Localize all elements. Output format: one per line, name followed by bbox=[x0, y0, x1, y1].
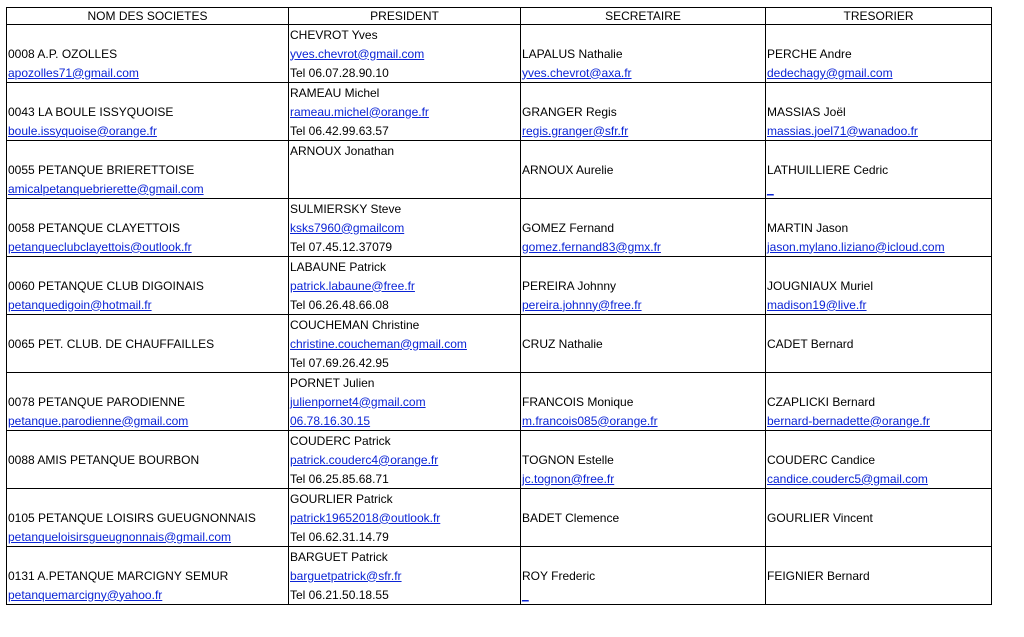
tresorier-cell bbox=[766, 508, 992, 527]
tresorier-cell bbox=[766, 392, 992, 411]
president-name: RAMEAU Michel bbox=[290, 85, 380, 100]
societe-cell bbox=[7, 121, 289, 141]
header-president: PRESIDENT bbox=[289, 8, 521, 25]
societe-name: 0088 AMIS PETANQUE BOURBON bbox=[8, 452, 200, 467]
tresorier-cell bbox=[766, 160, 992, 179]
secretaire-cell bbox=[521, 141, 766, 161]
tresorier-cell bbox=[766, 179, 992, 199]
societe-name: 0131 A.PETANQUE MARCIGNY SEMUR bbox=[8, 568, 229, 583]
table-row bbox=[7, 315, 992, 335]
president-tel: Tel 07.69.26.42.95 bbox=[290, 355, 389, 370]
president-cell bbox=[289, 469, 521, 489]
table-row bbox=[7, 585, 992, 605]
table-row bbox=[7, 257, 992, 277]
societe-cell bbox=[7, 353, 289, 373]
table-row bbox=[7, 218, 992, 237]
tresorier-email[interactable]: candice.couderc5@gmail.com bbox=[767, 471, 928, 486]
table-row bbox=[7, 373, 992, 393]
secretaire-cell bbox=[521, 547, 766, 567]
president-name: SULMIERSKY Steve bbox=[290, 201, 402, 216]
president-cell bbox=[289, 179, 521, 199]
header-row bbox=[7, 8, 992, 25]
president-cell bbox=[289, 295, 521, 315]
table-row bbox=[7, 411, 992, 431]
societe-email[interactable]: amicalpetanquebrierette@gmail.com bbox=[8, 181, 204, 196]
tresorier-cell bbox=[766, 547, 992, 567]
secretaire-cell bbox=[521, 527, 766, 547]
secretaire-cell bbox=[521, 199, 766, 219]
header-secretaire: SECRETAIRE bbox=[521, 8, 766, 25]
president-cell bbox=[289, 83, 521, 103]
president-tel: Tel 06.21.50.18.55 bbox=[290, 587, 389, 602]
president-cell bbox=[289, 585, 521, 605]
table-row bbox=[7, 83, 992, 103]
societe-cell bbox=[7, 431, 289, 451]
tresorier-name: CADET Bernard bbox=[767, 336, 854, 351]
secretaire-cell bbox=[521, 295, 766, 315]
societe-cell bbox=[7, 547, 289, 567]
president-cell bbox=[289, 489, 521, 509]
secretaire-cell bbox=[521, 102, 766, 121]
societe-cell bbox=[7, 102, 289, 121]
secretaire-email[interactable]: jc.tognon@free.fr bbox=[522, 471, 615, 486]
president-tel: Tel 06.07.28.90.10 bbox=[290, 65, 389, 80]
tresorier-email[interactable]: jason.mylano.liziano@icloud.com bbox=[767, 239, 945, 254]
secretaire-cell bbox=[521, 160, 766, 179]
secretaire-cell bbox=[521, 237, 766, 257]
tresorier-email[interactable]: _ bbox=[767, 181, 774, 196]
societe-cell bbox=[7, 566, 289, 585]
societe-name: 0105 PETANQUE LOISIRS GUEUGNONNAIS bbox=[8, 510, 256, 525]
table-row bbox=[7, 566, 992, 585]
tresorier-cell bbox=[766, 295, 992, 315]
secretaire-name: GRANGER Regis bbox=[522, 104, 617, 119]
table-row bbox=[7, 121, 992, 141]
president-tel: Tel 06.42.99.63.57 bbox=[290, 123, 389, 138]
table-row bbox=[7, 353, 992, 373]
tresorier-cell bbox=[766, 257, 992, 277]
societe-name: 0055 PETANQUE BRIERETTOISE bbox=[8, 162, 195, 177]
president-cell bbox=[289, 25, 521, 45]
president-cell bbox=[289, 199, 521, 219]
president-name: ARNOUX Jonathan bbox=[290, 143, 395, 158]
table-row bbox=[7, 450, 992, 469]
societe-cell bbox=[7, 25, 289, 45]
secretaire-email[interactable]: yves.chevrot@axa.fr bbox=[522, 65, 632, 80]
president-cell bbox=[289, 102, 521, 121]
president-cell bbox=[289, 44, 521, 63]
societe-name: 0058 PETANQUE CLAYETTOIS bbox=[8, 220, 181, 235]
tresorier-name: FEIGNIER Bernard bbox=[767, 568, 870, 583]
president-email[interactable]: julienpornet4@gmail.com bbox=[290, 394, 426, 409]
president-tel: Tel 06.25.85.68.71 bbox=[290, 471, 389, 486]
societe-cell bbox=[7, 276, 289, 295]
secretaire-cell bbox=[521, 469, 766, 489]
tresorier-name: CZAPLICKI Bernard bbox=[767, 394, 876, 409]
societe-name: 0078 PETANQUE PARODIENNE bbox=[8, 394, 185, 409]
table-row bbox=[7, 469, 992, 489]
secretaire-cell bbox=[521, 83, 766, 103]
president-cell bbox=[289, 566, 521, 585]
president-tel: Tel 06.62.31.14.79 bbox=[290, 529, 389, 544]
table-row bbox=[7, 508, 992, 527]
tresorier-cell bbox=[766, 353, 992, 373]
president-name: PORNET Julien bbox=[290, 375, 375, 390]
president-cell bbox=[289, 315, 521, 335]
president-name: COUDERC Patrick bbox=[290, 433, 391, 448]
societe-email[interactable]: apozolles71@gmail.com bbox=[8, 65, 139, 80]
secretaire-name: FRANCOIS Monique bbox=[522, 394, 634, 409]
societe-cell bbox=[7, 411, 289, 431]
president-email[interactable]: barguetpatrick@sfr.fr bbox=[290, 568, 402, 583]
president-email[interactable]: patrick.labaune@free.fr bbox=[290, 278, 415, 293]
president-cell bbox=[289, 141, 521, 161]
societe-email[interactable]: petanquedigoin@hotmail.fr bbox=[8, 297, 152, 312]
tresorier-cell bbox=[766, 585, 992, 605]
header-tresorier: TRESORIER bbox=[766, 8, 992, 25]
tresorier-cell bbox=[766, 218, 992, 237]
president-email[interactable]: rameau.michel@orange.fr bbox=[290, 104, 429, 119]
tresorier-name: LATHUILLIERE Cedric bbox=[767, 162, 889, 177]
president-cell bbox=[289, 218, 521, 237]
societe-name: 0008 A.P. OZOLLES bbox=[8, 46, 118, 61]
secretaire-cell bbox=[521, 121, 766, 141]
secretaire-email[interactable]: pereira.johnny@free.fr bbox=[522, 297, 642, 312]
table-row bbox=[7, 431, 992, 451]
tresorier-cell bbox=[766, 566, 992, 585]
secretaire-name: ROY Frederic bbox=[522, 568, 596, 583]
societe-cell bbox=[7, 585, 289, 605]
president-name: COUCHEMAN Christine bbox=[290, 317, 420, 332]
secretaire-cell bbox=[521, 276, 766, 295]
secretaire-cell bbox=[521, 585, 766, 605]
tresorier-cell bbox=[766, 431, 992, 451]
table-row bbox=[7, 63, 992, 83]
secretaire-cell bbox=[521, 508, 766, 527]
secretaire-cell bbox=[521, 25, 766, 45]
tresorier-cell bbox=[766, 141, 992, 161]
tresorier-cell bbox=[766, 25, 992, 45]
tresorier-cell bbox=[766, 83, 992, 103]
societe-email[interactable]: petanqueclubclayettois@outlook.fr bbox=[8, 239, 192, 254]
president-cell bbox=[289, 160, 521, 179]
table-row bbox=[7, 25, 992, 45]
societe-cell bbox=[7, 160, 289, 179]
secretaire-cell bbox=[521, 411, 766, 431]
secretaire-name: PEREIRA Johnny bbox=[522, 278, 617, 293]
president-cell bbox=[289, 334, 521, 353]
tresorier-name: MASSIAS Joël bbox=[767, 104, 846, 119]
societe-cell bbox=[7, 392, 289, 411]
president-cell bbox=[289, 411, 521, 431]
tresorier-name: MARTIN Jason bbox=[767, 220, 849, 235]
secretaire-cell bbox=[521, 392, 766, 411]
president-name: LABAUNE Patrick bbox=[290, 259, 387, 274]
president-email[interactable]: ksks7960@gmailcom bbox=[290, 220, 405, 235]
president-cell bbox=[289, 431, 521, 451]
tresorier-cell bbox=[766, 527, 992, 547]
president-name: BARGUET Patrick bbox=[290, 549, 388, 564]
societe-cell bbox=[7, 315, 289, 335]
secretaire-name: ARNOUX Aurelie bbox=[522, 162, 614, 177]
tresorier-cell bbox=[766, 276, 992, 295]
tresorier-cell bbox=[766, 63, 992, 83]
tresorier-email[interactable]: dedechagy@gmail.com bbox=[767, 65, 893, 80]
secretaire-email[interactable]: regis.granger@sfr.fr bbox=[522, 123, 629, 138]
table-row bbox=[7, 295, 992, 315]
tresorier-cell bbox=[766, 489, 992, 509]
president-cell bbox=[289, 257, 521, 277]
president-email[interactable]: patrick.couderc4@orange.fr bbox=[290, 452, 439, 467]
table-row bbox=[7, 179, 992, 199]
tresorier-cell bbox=[766, 411, 992, 431]
president-email[interactable]: christine.coucheman@gmail.com bbox=[290, 336, 467, 351]
table-row bbox=[7, 44, 992, 63]
secretaire-email[interactable]: gomez.fernand83@gmx.fr bbox=[522, 239, 661, 254]
president-cell bbox=[289, 508, 521, 527]
secretaire-email[interactable]: m.francois085@orange.fr bbox=[522, 413, 658, 428]
table-body bbox=[7, 25, 992, 605]
societe-cell bbox=[7, 179, 289, 199]
tresorier-cell bbox=[766, 334, 992, 353]
tresorier-cell bbox=[766, 450, 992, 469]
table-row bbox=[7, 141, 992, 161]
tresorier-cell bbox=[766, 121, 992, 141]
tresorier-cell bbox=[766, 469, 992, 489]
table-row bbox=[7, 392, 992, 411]
societe-cell bbox=[7, 295, 289, 315]
president-name: CHEVROT Yves bbox=[290, 27, 378, 42]
tresorier-cell bbox=[766, 315, 992, 335]
societe-cell bbox=[7, 141, 289, 161]
societe-cell bbox=[7, 373, 289, 393]
societe-cell bbox=[7, 257, 289, 277]
societe-email[interactable]: petanqueloisirsgueugnonnais@gmail.com bbox=[8, 529, 231, 544]
table-row bbox=[7, 547, 992, 567]
president-email[interactable]: patrick19652018@outlook.fr bbox=[290, 510, 441, 525]
table-row bbox=[7, 237, 992, 257]
president-cell bbox=[289, 121, 521, 141]
secretaire-cell bbox=[521, 450, 766, 469]
tresorier-cell bbox=[766, 102, 992, 121]
secretaire-cell bbox=[521, 373, 766, 393]
president-cell bbox=[289, 527, 521, 547]
tresorier-cell bbox=[766, 237, 992, 257]
table-row bbox=[7, 276, 992, 295]
president-name: GOURLIER Patrick bbox=[290, 491, 393, 506]
table-row bbox=[7, 160, 992, 179]
secretaire-cell bbox=[521, 179, 766, 199]
secretaire-name: GOMEZ Fernand bbox=[522, 220, 615, 235]
societe-cell bbox=[7, 218, 289, 237]
societe-cell bbox=[7, 334, 289, 353]
secretaire-name: TOGNON Estelle bbox=[522, 452, 614, 467]
tresorier-email[interactable]: bernard-bernadette@orange.fr bbox=[767, 413, 930, 428]
societe-name: 0043 LA BOULE ISSYQUOISE bbox=[8, 104, 174, 119]
table-row bbox=[7, 199, 992, 219]
secretaire-cell bbox=[521, 44, 766, 63]
president-cell bbox=[289, 63, 521, 83]
president-cell bbox=[289, 373, 521, 393]
secretaire-cell bbox=[521, 63, 766, 83]
table-row bbox=[7, 102, 992, 121]
societes-table bbox=[6, 7, 992, 605]
president-cell bbox=[289, 450, 521, 469]
societe-cell bbox=[7, 508, 289, 527]
societe-name: 0065 PET. CLUB. DE CHAUFFAILLES bbox=[8, 336, 215, 351]
societe-email[interactable]: petanque.parodienne@gmail.com bbox=[8, 413, 189, 428]
president-cell bbox=[289, 353, 521, 373]
tresorier-name: COUDERC Candice bbox=[767, 452, 876, 467]
president-email[interactable]: yves.chevrot@gmail.com bbox=[290, 46, 425, 61]
secretaire-cell bbox=[521, 218, 766, 237]
secretaire-email[interactable]: _ bbox=[522, 587, 529, 602]
tresorier-name: JOUGNIAUX Muriel bbox=[767, 278, 874, 293]
societe-cell bbox=[7, 44, 289, 63]
societe-name: 0060 PETANQUE CLUB DIGOINAIS bbox=[8, 278, 204, 293]
societe-cell bbox=[7, 469, 289, 489]
societe-cell bbox=[7, 199, 289, 219]
header-nom-societes: NOM DES SOCIETES bbox=[7, 8, 289, 25]
secretaire-cell bbox=[521, 257, 766, 277]
secretaire-name: CRUZ Nathalie bbox=[522, 336, 603, 351]
tresorier-email[interactable]: massias.joel71@wanadoo.fr bbox=[767, 123, 918, 138]
secretaire-cell bbox=[521, 566, 766, 585]
tresorier-cell bbox=[766, 373, 992, 393]
secretaire-cell bbox=[521, 431, 766, 451]
president-tel[interactable]: 06.78.16.30.15 bbox=[290, 413, 371, 428]
secretaire-cell bbox=[521, 489, 766, 509]
secretaire-cell bbox=[521, 334, 766, 353]
societe-cell bbox=[7, 83, 289, 103]
secretaire-name: BADET Clemence bbox=[522, 510, 620, 525]
tresorier-cell bbox=[766, 44, 992, 63]
societe-cell bbox=[7, 63, 289, 83]
president-cell bbox=[289, 392, 521, 411]
president-cell bbox=[289, 276, 521, 295]
table-row bbox=[7, 334, 992, 353]
tresorier-email[interactable]: madison19@live.fr bbox=[767, 297, 867, 312]
tresorier-name: GOURLIER Vincent bbox=[767, 510, 873, 525]
societe-cell bbox=[7, 527, 289, 547]
societe-cell bbox=[7, 450, 289, 469]
secretaire-name: LAPALUS Nathalie bbox=[522, 46, 623, 61]
president-cell bbox=[289, 237, 521, 257]
societe-cell bbox=[7, 237, 289, 257]
societe-email[interactable]: petanquemarcigny@yahoo.fr bbox=[8, 587, 163, 602]
secretaire-cell bbox=[521, 315, 766, 335]
secretaire-cell bbox=[521, 353, 766, 373]
societe-cell bbox=[7, 489, 289, 509]
president-cell bbox=[289, 547, 521, 567]
tresorier-cell bbox=[766, 199, 992, 219]
tresorier-name: PERCHE Andre bbox=[767, 46, 852, 61]
table-row bbox=[7, 489, 992, 509]
societe-email[interactable]: boule.issyquoise@orange.fr bbox=[8, 123, 157, 138]
president-tel: Tel 07.45.12.37079 bbox=[290, 239, 393, 254]
president-tel: Tel 06.26.48.66.08 bbox=[290, 297, 389, 312]
table-row bbox=[7, 527, 992, 547]
